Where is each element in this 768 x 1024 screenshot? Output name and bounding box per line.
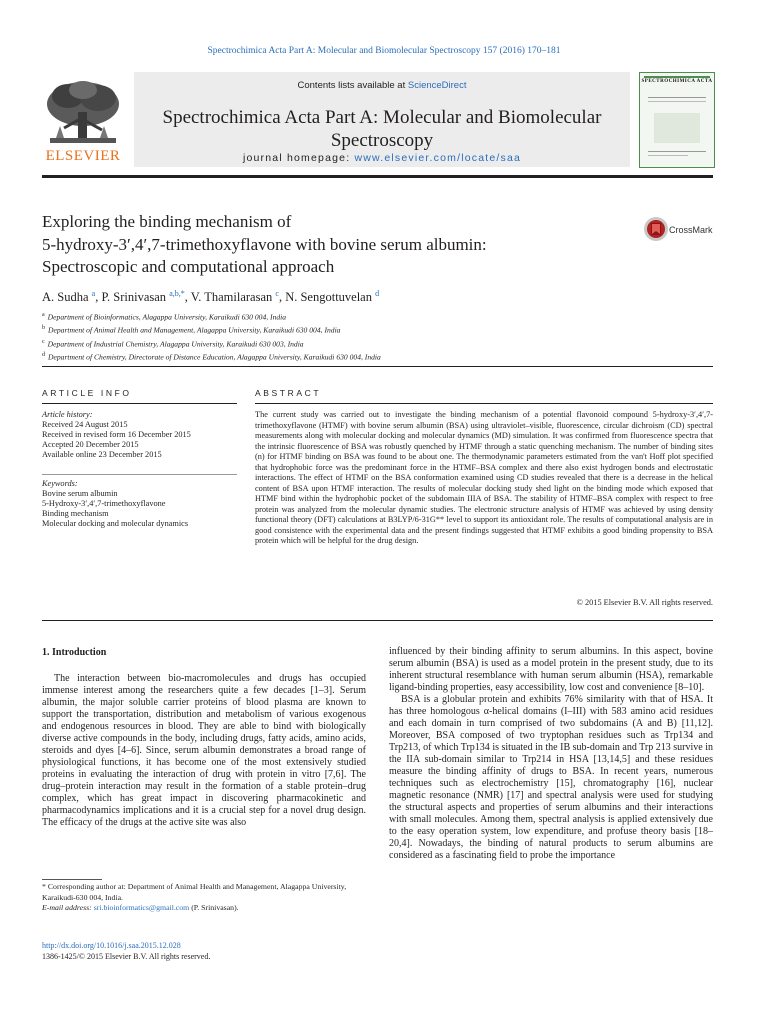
affiliation-key: c <box>42 338 45 345</box>
cover-line <box>648 101 706 102</box>
intro-paragraph: BSA is a globular protein and exhibits 76% similarity with that of HSA. It has three homologous α-helical domains (I–III) with 583 amino acid residues and each domain in turn comprised of two subdomains (A and B) [11,12]. Moreover, BSA composed of two tryptophan residues such as Trp134 and Trp213, of which Trp134 is situated in the IB sub-domain and Trp 213 survive in the IIA sub-domain similar to Trp214 in HSA [13,14,5] and these residues measure the binding affinity of drugs to BSA. In recent years, numerous techniques such as electrochemistry [15], chromatography [16], nuclear magnetic resonance (NMR) [17] and spectral analysis were used for studying the structural aspects and properties of serum albumins and their interactions with small molecules. Among them, spectral analysis is applied extensively due to the easy operation system, low expenditure, and profuse theory basis [18–20,4]. Nowadays, the binding of natural products to serum albumins are considered as a fascinating field to probe the importance <box>389 694 713 861</box>
doi-link[interactable]: http://dx.doi.org/10.1016/j.saa.2015.12.028 <box>42 941 181 950</box>
abstract-copyright: © 2015 Elsevier B.V. All rights reserved. <box>576 598 713 607</box>
article-history <box>42 410 237 460</box>
intro-left-column <box>42 673 366 829</box>
journal-citation[interactable]: Spectrochimica Acta Part A: Molecular and Biomolecular Spectroscopy 157 (2016) 170–181 <box>207 46 561 56</box>
author-affil-sup[interactable]: d <box>375 289 380 298</box>
title-line-2: 5-hydroxy-3′,4′,7-trimethoxyflavone with bovine serum albumin: <box>42 234 487 254</box>
history-item: Accepted 20 December 2015 <box>42 440 139 449</box>
affiliation-item <box>42 350 692 363</box>
author-affil-sup[interactable]: a,b,* <box>169 289 185 298</box>
history-item: Received in revised form 16 December 2015 <box>42 430 191 439</box>
author-affil-sup[interactable]: a <box>91 289 96 298</box>
article-info-rule <box>42 403 237 404</box>
intro-paragraph: influenced by their binding affinity to serum albumins. In this aspect, bovine serum albumin (BSA) is used as a model protein in the present study, due to its inherent structural resemblance with human serum albumin (HSA), remarkable ligand-binding properties, easy accessibility, low cost and convenience [8–10]. <box>389 646 713 693</box>
article-info-heading: ARTICLE INFO <box>42 388 132 398</box>
affiliation-item <box>42 310 692 323</box>
history-label: Article history: <box>42 410 93 419</box>
affiliation-key: b <box>42 325 45 332</box>
cover-line <box>648 151 706 152</box>
email-suffix: (P. Srinivasan). <box>191 903 239 912</box>
author-name[interactable]: V. Thamilarasan <box>190 290 273 305</box>
journal-homepage <box>134 152 630 164</box>
issn-copyright: 1386-1425/© 2015 Elsevier B.V. All rights reserved. <box>42 952 211 961</box>
cover-line <box>648 97 706 98</box>
elsevier-logo <box>42 78 124 168</box>
cover-title: SPECTROCHIMICA ACTA <box>641 79 713 84</box>
journal-cover-image <box>639 72 715 168</box>
keyword-item: Binding mechanism <box>42 509 109 518</box>
cover-line <box>648 155 688 156</box>
contents-line <box>134 80 630 91</box>
email-label: E-mail address: <box>42 903 92 912</box>
author-name[interactable]: A. Sudha <box>42 290 89 305</box>
corresponding-author-footnote <box>42 882 372 914</box>
footnote-rule <box>42 879 102 880</box>
keyword-item: 5-Hydroxy-3′,4′,7-trimethoxyflavone <box>42 499 166 508</box>
affiliation-key: a <box>42 312 45 318</box>
author-name[interactable]: P. Srinivasan <box>101 290 167 305</box>
cover-top-bar <box>644 76 710 78</box>
author-list: A. Sudha $^a$, P. Srinivasan $^{a,b,*}$, V. Thamilarasan $^c$, N. Sengottuvelan $^d$ <box>42 289 380 305</box>
cover-graphic <box>654 113 700 143</box>
article-title <box>42 211 622 279</box>
abstract-bottom-rule <box>42 620 713 621</box>
keywords-label: Keywords: <box>42 479 78 488</box>
affiliation-text: Department of Animal Health and Management, Alagappa University, Karaikudi 630 004, India <box>48 325 341 335</box>
journal-name: Spectrochimica Acta Part A: Molecular and Biomolecular Spectroscopy <box>162 107 602 151</box>
title-line-3: Spectroscopic and computational approach <box>42 257 335 276</box>
author-name[interactable]: N. Sengottuvelan <box>285 290 372 305</box>
crossmark-icon <box>643 216 669 242</box>
intro-paragraph: The interaction between bio-macromolecules and drugs has occupied immense interest among the researchers quite a few decades [1–3]. Serum albumin, the major soluble carrier proteins of blood plasma are known to support the transportation, distribution and metabolism of various exogenous and endogenous resources in blood. They are able to bind with biologically diverse active compounds in the body, including drugs, fatty acids, amino acids, steroids and dyes [4–6]. Since, serum albumin demonstrates a broad range of physiological functions, it has become one of the most extensively studied proteins in evaluating the interaction of drug with protein in vitro [7,6]. The drug–protein interaction may result in the formation of a stable protein–drug complex, which has great impact in discovering pharmacokinetic and pharmacodynamics implications and it is a crucial step for a novel drug design. The efficacy of the drugs at the active site was also <box>42 673 366 828</box>
keyword-item: Bovine serum albumin <box>42 489 118 498</box>
title-section-rule <box>42 366 713 367</box>
keyword-item: Molecular docking and molecular dynamics <box>42 519 189 528</box>
crossmark-label: CrossMark <box>669 225 713 235</box>
affiliation-text: Department of Bioinformatics, Alagappa University, Karaikudi 630 004, India <box>47 312 287 322</box>
keywords-rule <box>42 474 237 475</box>
section-heading-introduction: 1. Introduction <box>42 647 107 658</box>
email-link[interactable]: sri.bioinformatics@gmail.com <box>93 903 190 912</box>
email-line <box>42 903 372 914</box>
affiliation-key: d <box>42 351 45 358</box>
affiliation-item <box>42 337 692 350</box>
affiliation-item <box>42 323 692 336</box>
history-item: Available online 23 December 2015 <box>42 450 162 459</box>
abstract-rule <box>255 403 713 404</box>
abstract-heading: ABSTRACT <box>255 388 322 398</box>
page-footer <box>42 940 372 962</box>
contents-prefix: Contents lists available at <box>297 80 408 91</box>
corresponding-author-text: * Corresponding author at: Department of Animal Health and Management, Alagappa University, Karaikudi-630 004, India. <box>42 882 347 902</box>
header-rule <box>42 175 713 178</box>
history-item: Received 24 August 2015 <box>42 420 128 429</box>
keywords <box>42 479 237 529</box>
homepage-prefix: journal homepage: <box>242 152 355 164</box>
title-line-1: Exploring the binding mechanism of <box>42 212 292 231</box>
affiliation-text: Department of Chemistry, Directorate of Distance Education, Alagappa University, Karaikudi 630 004, India <box>48 352 381 362</box>
homepage-link[interactable]: www.elsevier.com/locate/saa <box>354 152 522 164</box>
author-affil-sup[interactable]: c <box>275 289 279 298</box>
affiliation-text: Department of Industrial Chemistry, Alagappa University, Karaikudi 630 003, India <box>47 339 304 349</box>
sciencedirect-link[interactable]: ScienceDirect <box>407 80 467 91</box>
abstract-text: The current study was carried out to investigate the binding mechanism of a potential flavonoid compound 5-hydroxy-3′,4′,7-trimethoxyflavone (HTMF) with bovine serum albumin (BSA) using ultraviolet–visible, fluorescence, circular dichroism (CD) spectral measurements along with molecular docking and molecular dynamics (MD) simulation. It was confirmed from fluorescence spectra that the intrinsic fluorescence of BSA was robustly quenched by HTMF through a static quenching mechanism. The number of binding sites (n) for HTMF binding on BSA was found to be about one. The thermodynamic parameters estimated from the van't Hoff plot specified that hydrophobic force was the predominant force in the HTMF–BSA complex and there also exist hydrogen bonds and electrostatic interactions. The effect of HTMF on the BSA conformation examined using CD studies revealed that there is a decrease in the helical content of BSA upon HTMF interaction. The results of molecular docking study shed light on the binding mode which exposed that HTMF bind within the hydrophobic pocket of the subdomain IIIA of BSA. The stability of HTMF–BSA complex with respect to free protein was analyzed from the molecular dynamic studies. The electronic structure analysis of HTMF was achieved by using density functional theory (DFT) calculations at B3LYP/6-31G** level to support its antioxidant role. The results of computational analysis are in good consistence with the experimental data and the present findings suggested that HTMF exhibits a good binding propensity to BSA protein which will be helpful for the drug design. <box>255 410 713 545</box>
intro-right-column <box>389 646 713 862</box>
affiliation-list <box>42 310 692 363</box>
publisher-name: ELSEVIER <box>45 148 121 164</box>
